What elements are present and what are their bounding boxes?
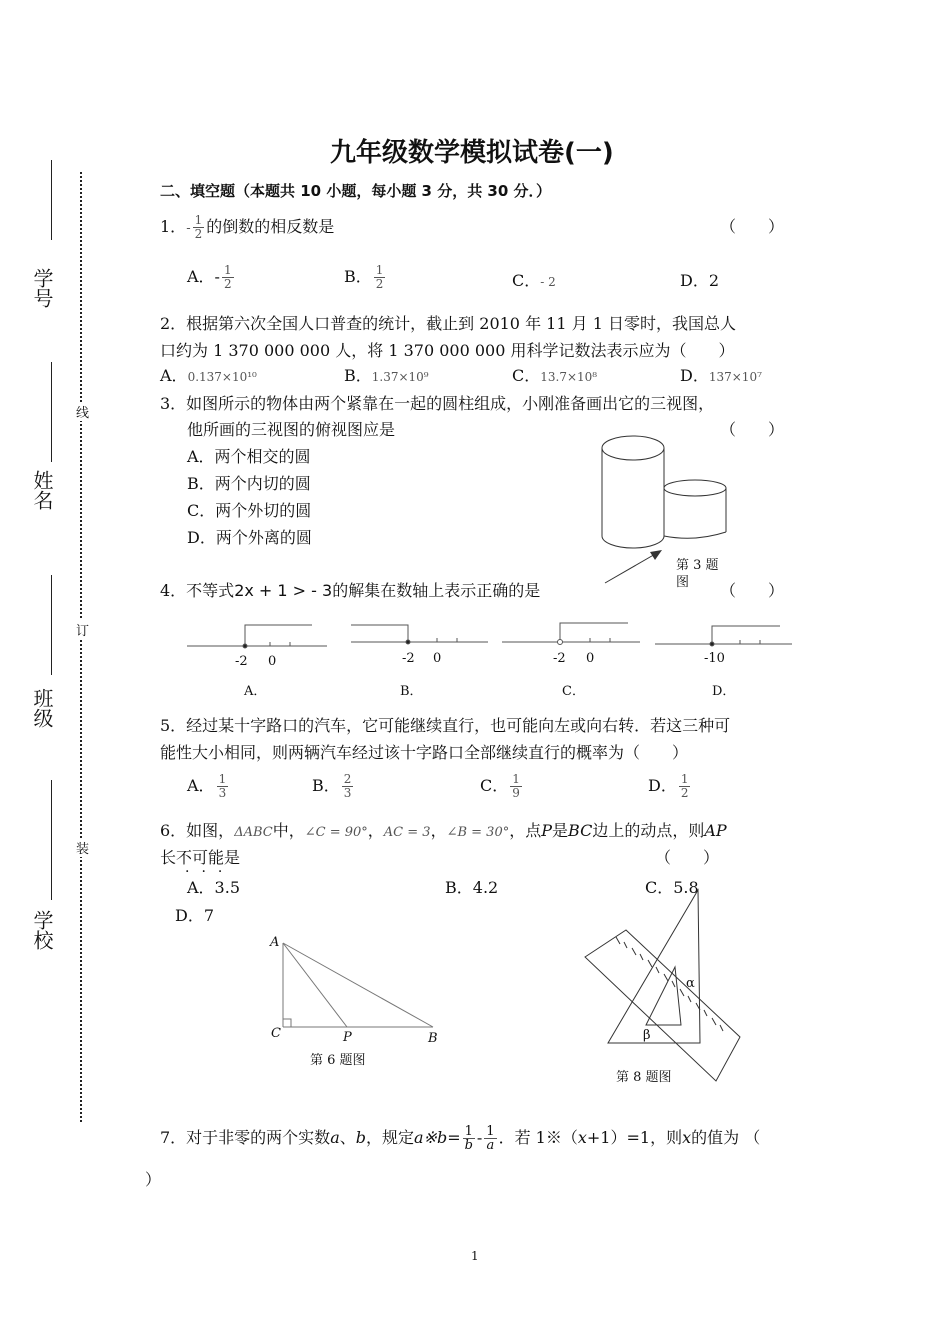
question-6-line1: 6．如图，ΔABC中，∠C = 90°，AC = 3，∠B = 30°，点P是BC边上的动点，则AP	[160, 821, 727, 840]
q1-option-a: A．- $\frac{1}{2}$	[187, 263, 232, 291]
question-6-line2: 长不可能是	[160, 848, 241, 867]
q2-option-b: B．1.37×10⁹	[344, 366, 429, 385]
binding-mark-zhuang: 装	[76, 838, 89, 857]
binding-mark-ding: 订	[76, 620, 89, 639]
q2-option-a: A．0.137×10¹⁰	[160, 366, 257, 385]
label-xingming: 姓名	[30, 470, 54, 510]
angle-alpha: α	[686, 976, 695, 991]
q5-option-c: C． $\frac{1}{9}$	[480, 772, 520, 800]
emphasis-dots: ···	[185, 864, 235, 880]
axis-c-label-2: 0	[586, 651, 595, 666]
question-2-line2: 口约为 1 370 000 000 人，将 1 370 000 000 用科学记数法表示应为（ ）	[160, 341, 735, 360]
q2-option-d: D．137×10⁷	[680, 366, 762, 385]
q8-figure-caption: 第 8 题图	[616, 1070, 672, 1085]
axis-d-label-1: -10	[704, 651, 725, 666]
label-xuexiao: 学校	[30, 910, 54, 950]
q2-option-c: C．13.7×10⁸	[512, 366, 598, 385]
q1-option-b: B． $\frac{1}{2}$	[344, 263, 384, 291]
blank-line-xuehao	[51, 160, 52, 240]
question-3-line1: 3．如图所示的物体由两个紧靠在一起的圆柱组成，小刚准备画出它的三视图，	[160, 394, 715, 413]
question-1: 1．- $\frac{1}{2}$ 的倒数的相反数是	[160, 213, 335, 241]
binding-mark-xian: 线	[76, 402, 89, 421]
question-7: 7．对于非零的两个实数a、b，规定a※b= $\frac{1}{b}$ - $\frac{1}{a}$ ．若 1※（x+1）=1，则x的值为 （	[160, 1124, 761, 1153]
label-xuehao: 学号	[30, 268, 54, 308]
page-title: 九年级数学模拟试卷(一)	[330, 138, 614, 168]
q3-option-b: B．两个内切的圆	[187, 474, 311, 493]
q6-triangle-figure	[265, 935, 465, 1035]
angle-beta: β	[643, 1028, 651, 1043]
q6-vertex-b: B	[428, 1031, 438, 1046]
q3-figure-caption: 第 3 题	[676, 558, 719, 573]
axis-d-letter: D．	[712, 684, 736, 699]
blank-line-xuexiao	[51, 780, 52, 900]
axis-b-label-2: 0	[433, 651, 442, 666]
answer-paren-3: （ ）	[720, 420, 785, 439]
axis-a-label-1: -2	[235, 654, 248, 669]
q6-option-d: D．7	[175, 906, 215, 925]
q6-vertex-a: A	[270, 935, 280, 950]
q4-number-lines	[0, 615, 950, 700]
question-3-line2: 他所画的三视图的俯视图应是	[187, 420, 396, 439]
answer-paren-4: （ ）	[720, 581, 785, 600]
q5-option-b: B． $\frac{2}{3}$	[312, 772, 352, 800]
q6-option-b: B．4.2	[445, 878, 499, 897]
question-5-line1: 5．经过某十字路口的汽车，它可能继续直行，也可能向左或向右转．若这三种可	[160, 716, 731, 735]
q1-option-c: C．- 2	[512, 271, 556, 290]
q6-figure-caption: 第 6 题图	[310, 1053, 366, 1068]
question-4: 4．不等式2x + 1 > - 3的解集在数轴上表示正确的是	[160, 581, 541, 600]
page-number: 1	[471, 1249, 479, 1263]
axis-a-letter: A．	[244, 684, 267, 699]
axis-a-label-2: 0	[268, 654, 277, 669]
question-2-line1: 2．根据第六次全国人口普查的统计，截止到 2010 年 11 月 1 日零时，我国总人	[160, 314, 736, 333]
q6-option-c: C．5.8	[645, 878, 699, 897]
axis-c-letter: C．	[562, 684, 585, 699]
q5-option-a: A． $\frac{1}{3}$	[187, 772, 227, 800]
q3-option-d: D．两个外离的圆	[187, 528, 312, 547]
q3-figure-caption-2: 图	[676, 575, 690, 590]
q3-option-a: A．两个相交的圆	[187, 447, 311, 466]
q1-option-d: D．2	[680, 271, 720, 290]
q3-option-c: C．两个外切的圆	[187, 501, 312, 520]
question-5-line2: 能性大小相同，则两辆汽车经过该十字路口全部继续直行的概率为（ ）	[160, 743, 689, 762]
question-7-line2: ）	[145, 1170, 162, 1189]
q5-option-d: D． $\frac{1}{2}$	[648, 772, 689, 800]
axis-b-letter: B．	[400, 684, 423, 699]
section-heading: 二、填空题（本题共 10 小题，每小题 3 分，共 30 分．）	[160, 182, 552, 200]
q8-ruler-figure	[578, 885, 748, 1090]
label-banji: 班级	[30, 688, 54, 728]
axis-c-label-1: -2	[553, 651, 566, 666]
axis-b-label-1: -2	[402, 651, 415, 666]
answer-paren-1: （ ）	[720, 217, 785, 236]
q6-option-a: A．3.5	[187, 878, 241, 897]
q6-vertex-p: P	[343, 1030, 352, 1045]
blank-line-xingming	[51, 362, 52, 462]
q6-vertex-c: C	[271, 1026, 281, 1041]
answer-paren-6: （ ）	[655, 848, 720, 867]
